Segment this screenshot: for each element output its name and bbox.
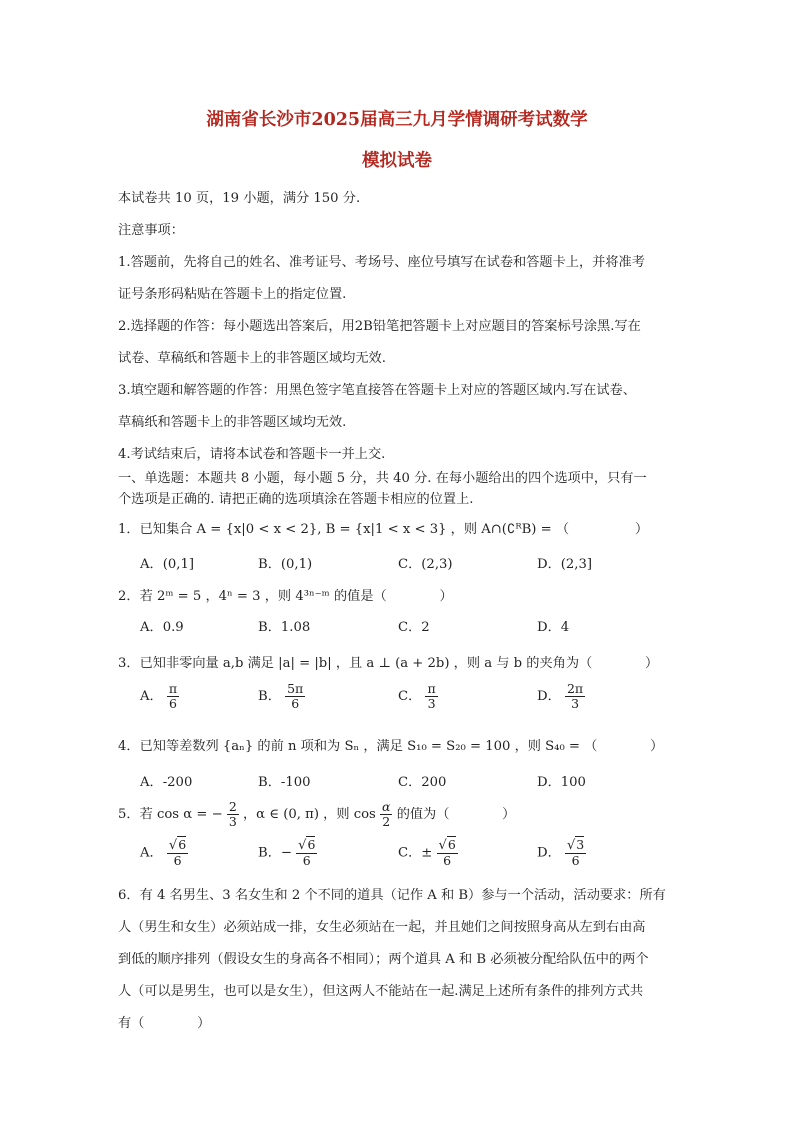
fraction (167, 838, 188, 868)
fraction (565, 838, 586, 868)
notice-3-line-2: 草稿纸和答题卡上的非答题区域均无效. (118, 415, 347, 430)
sqrt-icon: √ (298, 838, 307, 853)
question-5-option-b (258, 838, 317, 868)
numerator (565, 838, 586, 854)
section-1-heading-line-1: 一、单选题：本题共 8 小题，每小题 5 分，共 40 分. 在每小题给出的四个选项中，只有一 (118, 471, 647, 486)
denominator: 6 (571, 853, 580, 868)
question-4-option-a: A．-200 (140, 775, 193, 790)
notice-3-line-1: 3.填空题和解答题的作答：用黑色签字笔直接答在答题卡上对应的答题区域内.写在试卷、 (118, 383, 636, 398)
numerator: 2π (566, 681, 584, 696)
numerator (167, 838, 188, 854)
notice-4: 4.考试结束后，请将本试卷和答题卡一并上交. (118, 447, 386, 462)
numerator: π (168, 681, 178, 696)
question-3-stem: 3．已知非零向量 a,b 满足 |a| = |b| ，且 a ⊥ (a + 2b) ，则 a 与 b 的夹角为（ ） (118, 656, 659, 671)
question-2-option-a: A．0.9 (140, 620, 184, 635)
numerator: π (427, 681, 436, 696)
question-3-option-b (258, 682, 305, 711)
question-3-option-a (140, 682, 179, 711)
denominator: 6 (169, 696, 177, 711)
numerator (437, 838, 458, 854)
fraction (425, 682, 437, 711)
numerator: 2 (228, 799, 237, 814)
notice-2-line-2: 试卷、草稿纸和答题卡上的非答题区域均无效. (118, 351, 386, 366)
option-label: D． (537, 689, 561, 704)
denominator: 6 (173, 853, 182, 868)
denominator: 3 (427, 696, 436, 711)
denominator: 6 (302, 853, 311, 868)
fraction (565, 682, 585, 711)
stem-part-3: 的值为（ ） (396, 807, 516, 822)
numerator (296, 838, 317, 854)
radicand: 6 (178, 837, 187, 852)
question-1-stem: 1．已知集合 A = {x|0 < x < 2}, B = {x|1 < x < 3} ，则 A∩(∁ᴿB) = （ ） (118, 522, 649, 537)
notice-2-line-1: 2.选择题的作答：每小题选出答案后，用2B铅笔把答题卡上对应题目的答案标号涂黑.写在 (118, 319, 641, 334)
question-4-option-b: B．-100 (258, 775, 311, 790)
option-label: D． (537, 845, 561, 861)
question-3-option-c (398, 682, 438, 711)
notice-heading: 注意事项： (118, 223, 184, 238)
question-2-option-b: B．1.08 (258, 620, 311, 635)
question-5-option-c (398, 838, 458, 868)
denominator: 6 (291, 696, 300, 711)
question-6-line-3: 到低的顺序排列（假设女生的身高各不相同）；两个道具 A 和 B 必须被分配给队伍中的两个 (118, 952, 649, 967)
fraction (167, 682, 179, 711)
denominator: 3 (228, 814, 237, 829)
option-label: C．± (398, 845, 433, 861)
question-6-line-4: 人（可以是男生，也可以是女生），但这两人不能站在一起.满足上述所有条件的排列方式共 (118, 984, 644, 999)
question-4-option-c: C．200 (398, 775, 447, 790)
question-2-option-d: D．4 (537, 620, 570, 635)
sqrt-icon: √ (168, 838, 178, 853)
exam-title: 湖南省长沙市2025届高三九月学情调研考试数学 (206, 110, 588, 130)
denominator: 2 (382, 814, 391, 829)
fraction (437, 838, 458, 868)
notice-1-line-2: 证号条形码粘贴在答题卡上的指定位置. (118, 287, 347, 302)
question-5-stem (118, 800, 515, 829)
question-3-option-d (537, 682, 585, 711)
question-1-option-a: A．(0,1] (140, 557, 194, 572)
sqrt-icon: √ (438, 838, 447, 853)
section-1-heading-line-2: 个选项是正确的. 请把正确的选项填涂在答题卡相应的位置上. (118, 492, 474, 507)
notice-1-line-1: 1.答题前，先将自己的姓名、准考证号、考场号、座位号填写在试卷和答题卡上，并将准考 (118, 255, 645, 270)
stem-part-1: 5．若 cos α = − (118, 807, 223, 822)
question-4-stem: 4．已知等差数列 {aₙ} 的前 n 项和为 Sₙ ，满足 S₁₀ = S₂₀ = 100 ，则 S₄₀ = （ ） (118, 739, 664, 754)
question-2-stem: 2．若 2ᵐ = 5 ，4ⁿ = 3 ，则 4³ⁿ⁻ᵐ 的值是（ ） (118, 589, 453, 604)
question-1-option-c: C．(2,3) (398, 557, 453, 572)
question-1-option-d: D．(2,3] (537, 557, 593, 572)
fraction (227, 800, 239, 829)
radicand: 6 (447, 837, 456, 852)
exam-summary: 本试卷共 10 页，19 小题，满分 150 分. (118, 191, 361, 206)
sqrt-icon: √ (566, 838, 576, 853)
question-6-line-1: 6．有 4 名男生、3 名女生和 2 个不同的道具（记作 A 和 B）参与一个活动，活动要求：所有 (118, 888, 666, 903)
option-label: B． (258, 689, 281, 704)
question-2-option-c: C．2 (398, 620, 430, 635)
denominator: 6 (443, 853, 452, 868)
numerator: 5π (287, 681, 304, 696)
question-1-option-b: B．(0,1) (258, 557, 313, 572)
fraction (296, 838, 317, 868)
question-4-option-d: D．100 (537, 775, 586, 790)
fraction (380, 800, 392, 829)
option-label: B．− (258, 845, 292, 861)
option-label: A． (140, 845, 163, 861)
stem-part-2: ，α ∈ (0, π) ，则 cos (243, 807, 376, 822)
numerator: α (382, 799, 391, 814)
question-6-line-2: 人（男生和女生）必须站成一排，女生必须站在一起，并且她们之间按照身高从左到右由高 (118, 920, 646, 935)
option-label: C． (398, 689, 422, 704)
fraction (285, 682, 305, 711)
question-5-option-d (537, 838, 586, 868)
denominator: 3 (571, 696, 580, 711)
question-5-option-a (140, 838, 188, 868)
exam-subtitle: 模拟试卷 (362, 151, 432, 171)
radicand: 6 (307, 837, 316, 852)
option-label: A． (140, 689, 163, 704)
radicand: 3 (576, 837, 585, 852)
question-6-line-5: 有（ ） (118, 1016, 211, 1031)
